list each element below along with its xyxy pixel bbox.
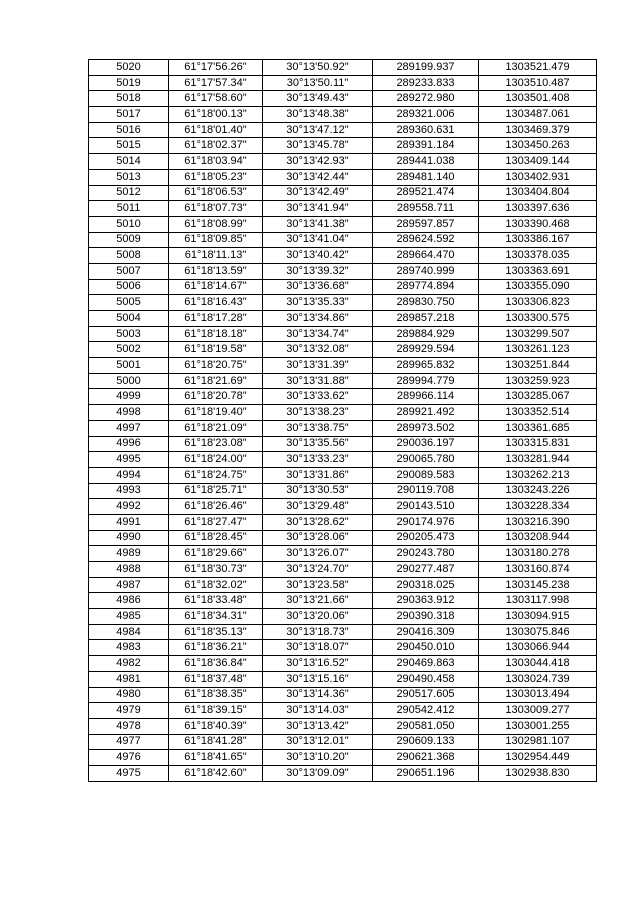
table-row: [89, 75, 597, 91]
latitude-cell: 61°18'40.39": [169, 718, 263, 734]
x-coordinate-cell: 289521.474: [373, 185, 479, 201]
point-number-cell: 4987: [89, 577, 169, 593]
latitude-cell: 61°18'02.37": [169, 138, 263, 154]
latitude-cell: 61°18'21.09": [169, 420, 263, 436]
latitude-cell: 61°18'20.75": [169, 358, 263, 374]
longitude-cell: 30°13'47.12": [263, 122, 373, 138]
y-coordinate-cell: 1303228.334: [479, 499, 597, 515]
latitude-cell: 61°18'18.18": [169, 326, 263, 342]
longitude-cell: 30°13'12.01": [263, 734, 373, 750]
latitude-cell: 61°18'36.21": [169, 640, 263, 656]
table-row: [89, 122, 597, 138]
x-coordinate-cell: 290651.196: [373, 765, 479, 781]
point-number-cell: 4992: [89, 499, 169, 515]
latitude-cell: 61°18'19.40": [169, 405, 263, 421]
longitude-cell: 30°13'18.07": [263, 640, 373, 656]
y-coordinate-cell: 1303402.931: [479, 169, 597, 185]
table-row: [89, 750, 597, 766]
latitude-cell: 61°18'24.75": [169, 467, 263, 483]
latitude-cell: 61°18'25.71": [169, 483, 263, 499]
x-coordinate-cell: 289966.114: [373, 389, 479, 405]
y-coordinate-cell: 1303404.804: [479, 185, 597, 201]
y-coordinate-cell: 1303390.468: [479, 216, 597, 232]
x-coordinate-cell: 289921.492: [373, 405, 479, 421]
table-row: [89, 248, 597, 264]
longitude-cell: 30°13'32.08": [263, 342, 373, 358]
longitude-cell: 30°13'50.11": [263, 75, 373, 91]
x-coordinate-cell: 289597.857: [373, 216, 479, 232]
latitude-cell: 61°18'34.31": [169, 609, 263, 625]
y-coordinate-cell: 1303352.514: [479, 405, 597, 421]
table-row: [89, 718, 597, 734]
point-number-cell: 4989: [89, 546, 169, 562]
longitude-cell: 30°13'38.23": [263, 405, 373, 421]
y-coordinate-cell: 1303259.923: [479, 373, 597, 389]
table-row: [89, 467, 597, 483]
y-coordinate-cell: 1303315.831: [479, 436, 597, 452]
x-coordinate-cell: 289558.711: [373, 201, 479, 217]
point-number-cell: 4988: [89, 562, 169, 578]
longitude-cell: 30°13'48.38": [263, 107, 373, 123]
y-coordinate-cell: 1303066.944: [479, 640, 597, 656]
latitude-cell: 61°18'27.47": [169, 514, 263, 530]
coordinates-table-body: [89, 60, 597, 782]
latitude-cell: 61°18'01.40": [169, 122, 263, 138]
y-coordinate-cell: 1303501.408: [479, 91, 597, 107]
table-row: [89, 91, 597, 107]
y-coordinate-cell: 1303160.874: [479, 562, 597, 578]
table-row: [89, 326, 597, 342]
y-coordinate-cell: 1303386.167: [479, 232, 597, 248]
table-row: [89, 640, 597, 656]
table-row: [89, 436, 597, 452]
longitude-cell: 30°13'33.23": [263, 452, 373, 468]
y-coordinate-cell: 1303145.238: [479, 577, 597, 593]
table-row: [89, 311, 597, 327]
longitude-cell: 30°13'41.94": [263, 201, 373, 217]
y-coordinate-cell: 1303363.691: [479, 263, 597, 279]
table-row: [89, 169, 597, 185]
x-coordinate-cell: 289994.779: [373, 373, 479, 389]
longitude-cell: 30°13'34.86": [263, 311, 373, 327]
longitude-cell: 30°13'42.93": [263, 154, 373, 170]
point-number-cell: 4990: [89, 530, 169, 546]
y-coordinate-cell: 1303487.061: [479, 107, 597, 123]
longitude-cell: 30°13'41.38": [263, 216, 373, 232]
x-coordinate-cell: 290243.780: [373, 546, 479, 562]
y-coordinate-cell: 1303243.226: [479, 483, 597, 499]
longitude-cell: 30°13'36.68": [263, 279, 373, 295]
x-coordinate-cell: 290065.780: [373, 452, 479, 468]
table-row: [89, 263, 597, 279]
x-coordinate-cell: 290089.583: [373, 467, 479, 483]
x-coordinate-cell: 289929.594: [373, 342, 479, 358]
table-row: [89, 232, 597, 248]
point-number-cell: 5009: [89, 232, 169, 248]
latitude-cell: 61°18'17.28": [169, 311, 263, 327]
longitude-cell: 30°13'10.20": [263, 750, 373, 766]
y-coordinate-cell: 1303299.507: [479, 326, 597, 342]
longitude-cell: 30°13'28.06": [263, 530, 373, 546]
longitude-cell: 30°13'33.62": [263, 389, 373, 405]
longitude-cell: 30°13'29.48": [263, 499, 373, 515]
latitude-cell: 61°18'30.73": [169, 562, 263, 578]
longitude-cell: 30°13'31.39": [263, 358, 373, 374]
table-row: [89, 577, 597, 593]
latitude-cell: 61°17'56.26": [169, 60, 263, 76]
latitude-cell: 61°18'16.43": [169, 295, 263, 311]
table-row: [89, 656, 597, 672]
point-number-cell: 5001: [89, 358, 169, 374]
point-number-cell: 5002: [89, 342, 169, 358]
table-row: [89, 765, 597, 781]
latitude-cell: 61°18'08.99": [169, 216, 263, 232]
y-coordinate-cell: 1303361.685: [479, 420, 597, 436]
x-coordinate-cell: 289199.937: [373, 60, 479, 76]
point-number-cell: 5004: [89, 311, 169, 327]
longitude-cell: 30°13'41.04": [263, 232, 373, 248]
longitude-cell: 30°13'21.66": [263, 593, 373, 609]
point-number-cell: 5014: [89, 154, 169, 170]
table-row: [89, 279, 597, 295]
latitude-cell: 61°18'36.84": [169, 656, 263, 672]
point-number-cell: 5015: [89, 138, 169, 154]
x-coordinate-cell: 289481.140: [373, 169, 479, 185]
latitude-cell: 61°18'33.48": [169, 593, 263, 609]
point-number-cell: 4975: [89, 765, 169, 781]
y-coordinate-cell: 1303013.494: [479, 687, 597, 703]
longitude-cell: 30°13'35.56": [263, 436, 373, 452]
x-coordinate-cell: 290205.473: [373, 530, 479, 546]
x-coordinate-cell: 289664.470: [373, 248, 479, 264]
y-coordinate-cell: 1303009.277: [479, 703, 597, 719]
point-number-cell: 4997: [89, 420, 169, 436]
longitude-cell: 30°13'18.73": [263, 624, 373, 640]
latitude-cell: 61°18'07.73": [169, 201, 263, 217]
y-coordinate-cell: 1303510.487: [479, 75, 597, 91]
longitude-cell: 30°13'34.74": [263, 326, 373, 342]
point-number-cell: 4980: [89, 687, 169, 703]
table-row: [89, 530, 597, 546]
x-coordinate-cell: 289391.184: [373, 138, 479, 154]
table-row: [89, 138, 597, 154]
x-coordinate-cell: 290517.605: [373, 687, 479, 703]
table-row: [89, 687, 597, 703]
x-coordinate-cell: 290469.863: [373, 656, 479, 672]
point-number-cell: 4976: [89, 750, 169, 766]
latitude-cell: 61°17'58.60": [169, 91, 263, 107]
y-coordinate-cell: 1303285.067: [479, 389, 597, 405]
x-coordinate-cell: 290174.976: [373, 514, 479, 530]
y-coordinate-cell: 1303180.278: [479, 546, 597, 562]
latitude-cell: 61°18'24.00": [169, 452, 263, 468]
longitude-cell: 30°13'50.92": [263, 60, 373, 76]
point-number-cell: 5018: [89, 91, 169, 107]
x-coordinate-cell: 290450.010: [373, 640, 479, 656]
latitude-cell: 61°18'13.59": [169, 263, 263, 279]
y-coordinate-cell: 1303001.255: [479, 718, 597, 734]
point-number-cell: 4995: [89, 452, 169, 468]
x-coordinate-cell: 289624.592: [373, 232, 479, 248]
point-number-cell: 4978: [89, 718, 169, 734]
y-coordinate-cell: 1303094.915: [479, 609, 597, 625]
table-row: [89, 420, 597, 436]
y-coordinate-cell: 1303117.998: [479, 593, 597, 609]
point-number-cell: 4982: [89, 656, 169, 672]
table-row: [89, 373, 597, 389]
table-row: [89, 624, 597, 640]
x-coordinate-cell: 290318.025: [373, 577, 479, 593]
longitude-cell: 30°13'30.53": [263, 483, 373, 499]
x-coordinate-cell: 289272.980: [373, 91, 479, 107]
x-coordinate-cell: 290143.510: [373, 499, 479, 515]
point-number-cell: 5016: [89, 122, 169, 138]
point-number-cell: 5017: [89, 107, 169, 123]
point-number-cell: 5003: [89, 326, 169, 342]
table-row: [89, 107, 597, 123]
y-coordinate-cell: 1303306.823: [479, 295, 597, 311]
x-coordinate-cell: 290621.368: [373, 750, 479, 766]
x-coordinate-cell: 290609.133: [373, 734, 479, 750]
point-number-cell: 4985: [89, 609, 169, 625]
x-coordinate-cell: 290416.309: [373, 624, 479, 640]
latitude-cell: 61°18'00.13": [169, 107, 263, 123]
point-number-cell: 5005: [89, 295, 169, 311]
latitude-cell: 61°18'32.02": [169, 577, 263, 593]
table-row: [89, 295, 597, 311]
y-coordinate-cell: 1303450.263: [479, 138, 597, 154]
latitude-cell: 61°18'28.45": [169, 530, 263, 546]
y-coordinate-cell: 1303521.479: [479, 60, 597, 76]
table-row: [89, 562, 597, 578]
table-row: [89, 703, 597, 719]
point-number-cell: 4983: [89, 640, 169, 656]
table-row: [89, 154, 597, 170]
table-row: [89, 499, 597, 515]
table-row: [89, 405, 597, 421]
x-coordinate-cell: 290581.050: [373, 718, 479, 734]
latitude-cell: 61°18'41.65": [169, 750, 263, 766]
x-coordinate-cell: 289321.006: [373, 107, 479, 123]
x-coordinate-cell: 290390.318: [373, 609, 479, 625]
x-coordinate-cell: 290542.412: [373, 703, 479, 719]
latitude-cell: 61°18'26.46": [169, 499, 263, 515]
longitude-cell: 30°13'39.32": [263, 263, 373, 279]
y-coordinate-cell: 1303300.575: [479, 311, 597, 327]
x-coordinate-cell: 290490.458: [373, 671, 479, 687]
point-number-cell: 4986: [89, 593, 169, 609]
point-number-cell: 5020: [89, 60, 169, 76]
longitude-cell: 30°13'38.75": [263, 420, 373, 436]
latitude-cell: 61°18'42.60": [169, 765, 263, 781]
latitude-cell: 61°18'35.13": [169, 624, 263, 640]
x-coordinate-cell: 289740.999: [373, 263, 479, 279]
longitude-cell: 30°13'28.62": [263, 514, 373, 530]
latitude-cell: 61°18'20.78": [169, 389, 263, 405]
point-number-cell: 4981: [89, 671, 169, 687]
table-row: [89, 60, 597, 76]
latitude-cell: 61°18'03.94": [169, 154, 263, 170]
x-coordinate-cell: 290363.912: [373, 593, 479, 609]
longitude-cell: 30°13'24.70": [263, 562, 373, 578]
y-coordinate-cell: 1303355.090: [479, 279, 597, 295]
point-number-cell: 4977: [89, 734, 169, 750]
point-number-cell: 4991: [89, 514, 169, 530]
table-row: [89, 452, 597, 468]
x-coordinate-cell: 289965.832: [373, 358, 479, 374]
point-number-cell: 5010: [89, 216, 169, 232]
longitude-cell: 30°13'49.43": [263, 91, 373, 107]
table-row: [89, 389, 597, 405]
y-coordinate-cell: 1303024.739: [479, 671, 597, 687]
latitude-cell: 61°18'23.08": [169, 436, 263, 452]
latitude-cell: 61°18'06.53": [169, 185, 263, 201]
y-coordinate-cell: 1302981.107: [479, 734, 597, 750]
y-coordinate-cell: 1303208.944: [479, 530, 597, 546]
longitude-cell: 30°13'14.36": [263, 687, 373, 703]
longitude-cell: 30°13'31.88": [263, 373, 373, 389]
longitude-cell: 30°13'23.58": [263, 577, 373, 593]
point-number-cell: 4979: [89, 703, 169, 719]
latitude-cell: 61°18'37.48": [169, 671, 263, 687]
point-number-cell: 4996: [89, 436, 169, 452]
table-row: [89, 609, 597, 625]
table-row: [89, 483, 597, 499]
latitude-cell: 61°18'11.13": [169, 248, 263, 264]
longitude-cell: 30°13'42.44": [263, 169, 373, 185]
x-coordinate-cell: 289973.502: [373, 420, 479, 436]
x-coordinate-cell: 289830.750: [373, 295, 479, 311]
longitude-cell: 30°13'09.09": [263, 765, 373, 781]
coordinates-table: [88, 59, 597, 782]
y-coordinate-cell: 1303075.846: [479, 624, 597, 640]
point-number-cell: 5000: [89, 373, 169, 389]
y-coordinate-cell: 1303044.418: [479, 656, 597, 672]
point-number-cell: 4994: [89, 467, 169, 483]
table-row: [89, 342, 597, 358]
longitude-cell: 30°13'26.07": [263, 546, 373, 562]
longitude-cell: 30°13'40.42": [263, 248, 373, 264]
longitude-cell: 30°13'15.16": [263, 671, 373, 687]
table-row: [89, 593, 597, 609]
latitude-cell: 61°18'05.23": [169, 169, 263, 185]
y-coordinate-cell: 1302954.449: [479, 750, 597, 766]
x-coordinate-cell: 289857.218: [373, 311, 479, 327]
latitude-cell: 61°18'19.58": [169, 342, 263, 358]
y-coordinate-cell: 1303281.944: [479, 452, 597, 468]
longitude-cell: 30°13'42.49": [263, 185, 373, 201]
latitude-cell: 61°18'38.35": [169, 687, 263, 703]
point-number-cell: 5012: [89, 185, 169, 201]
table-row: [89, 671, 597, 687]
latitude-cell: 61°18'41.28": [169, 734, 263, 750]
table-row: [89, 216, 597, 232]
y-coordinate-cell: 1303262.213: [479, 467, 597, 483]
longitude-cell: 30°13'16.52": [263, 656, 373, 672]
table-row: [89, 546, 597, 562]
point-number-cell: 4993: [89, 483, 169, 499]
latitude-cell: 61°17'57.34": [169, 75, 263, 91]
point-number-cell: 4984: [89, 624, 169, 640]
table-row: [89, 514, 597, 530]
point-number-cell: 5007: [89, 263, 169, 279]
y-coordinate-cell: 1303216.390: [479, 514, 597, 530]
point-number-cell: 4999: [89, 389, 169, 405]
point-number-cell: 5013: [89, 169, 169, 185]
x-coordinate-cell: 289774.894: [373, 279, 479, 295]
y-coordinate-cell: 1303261.123: [479, 342, 597, 358]
longitude-cell: 30°13'45.78": [263, 138, 373, 154]
x-coordinate-cell: 289233.833: [373, 75, 479, 91]
point-number-cell: 5006: [89, 279, 169, 295]
point-number-cell: 5008: [89, 248, 169, 264]
table-row: [89, 734, 597, 750]
x-coordinate-cell: 290119.708: [373, 483, 479, 499]
table-row: [89, 358, 597, 374]
point-number-cell: 5019: [89, 75, 169, 91]
longitude-cell: 30°13'20.06": [263, 609, 373, 625]
x-coordinate-cell: 289441.038: [373, 154, 479, 170]
latitude-cell: 61°18'39.15": [169, 703, 263, 719]
table-row: [89, 185, 597, 201]
longitude-cell: 30°13'14.03": [263, 703, 373, 719]
y-coordinate-cell: 1303251.844: [479, 358, 597, 374]
latitude-cell: 61°18'29.66": [169, 546, 263, 562]
longitude-cell: 30°13'35.33": [263, 295, 373, 311]
y-coordinate-cell: 1303397.636: [479, 201, 597, 217]
y-coordinate-cell: 1303409.144: [479, 154, 597, 170]
longitude-cell: 30°13'13.42": [263, 718, 373, 734]
x-coordinate-cell: 289884.929: [373, 326, 479, 342]
table-row: [89, 201, 597, 217]
point-number-cell: 4998: [89, 405, 169, 421]
latitude-cell: 61°18'09.85": [169, 232, 263, 248]
y-coordinate-cell: 1302938.830: [479, 765, 597, 781]
x-coordinate-cell: 289360.631: [373, 122, 479, 138]
y-coordinate-cell: 1303378.035: [479, 248, 597, 264]
latitude-cell: 61°18'21.69": [169, 373, 263, 389]
latitude-cell: 61°18'14.67": [169, 279, 263, 295]
point-number-cell: 5011: [89, 201, 169, 217]
longitude-cell: 30°13'31.86": [263, 467, 373, 483]
y-coordinate-cell: 1303469.379: [479, 122, 597, 138]
x-coordinate-cell: 290036.197: [373, 436, 479, 452]
x-coordinate-cell: 290277.487: [373, 562, 479, 578]
